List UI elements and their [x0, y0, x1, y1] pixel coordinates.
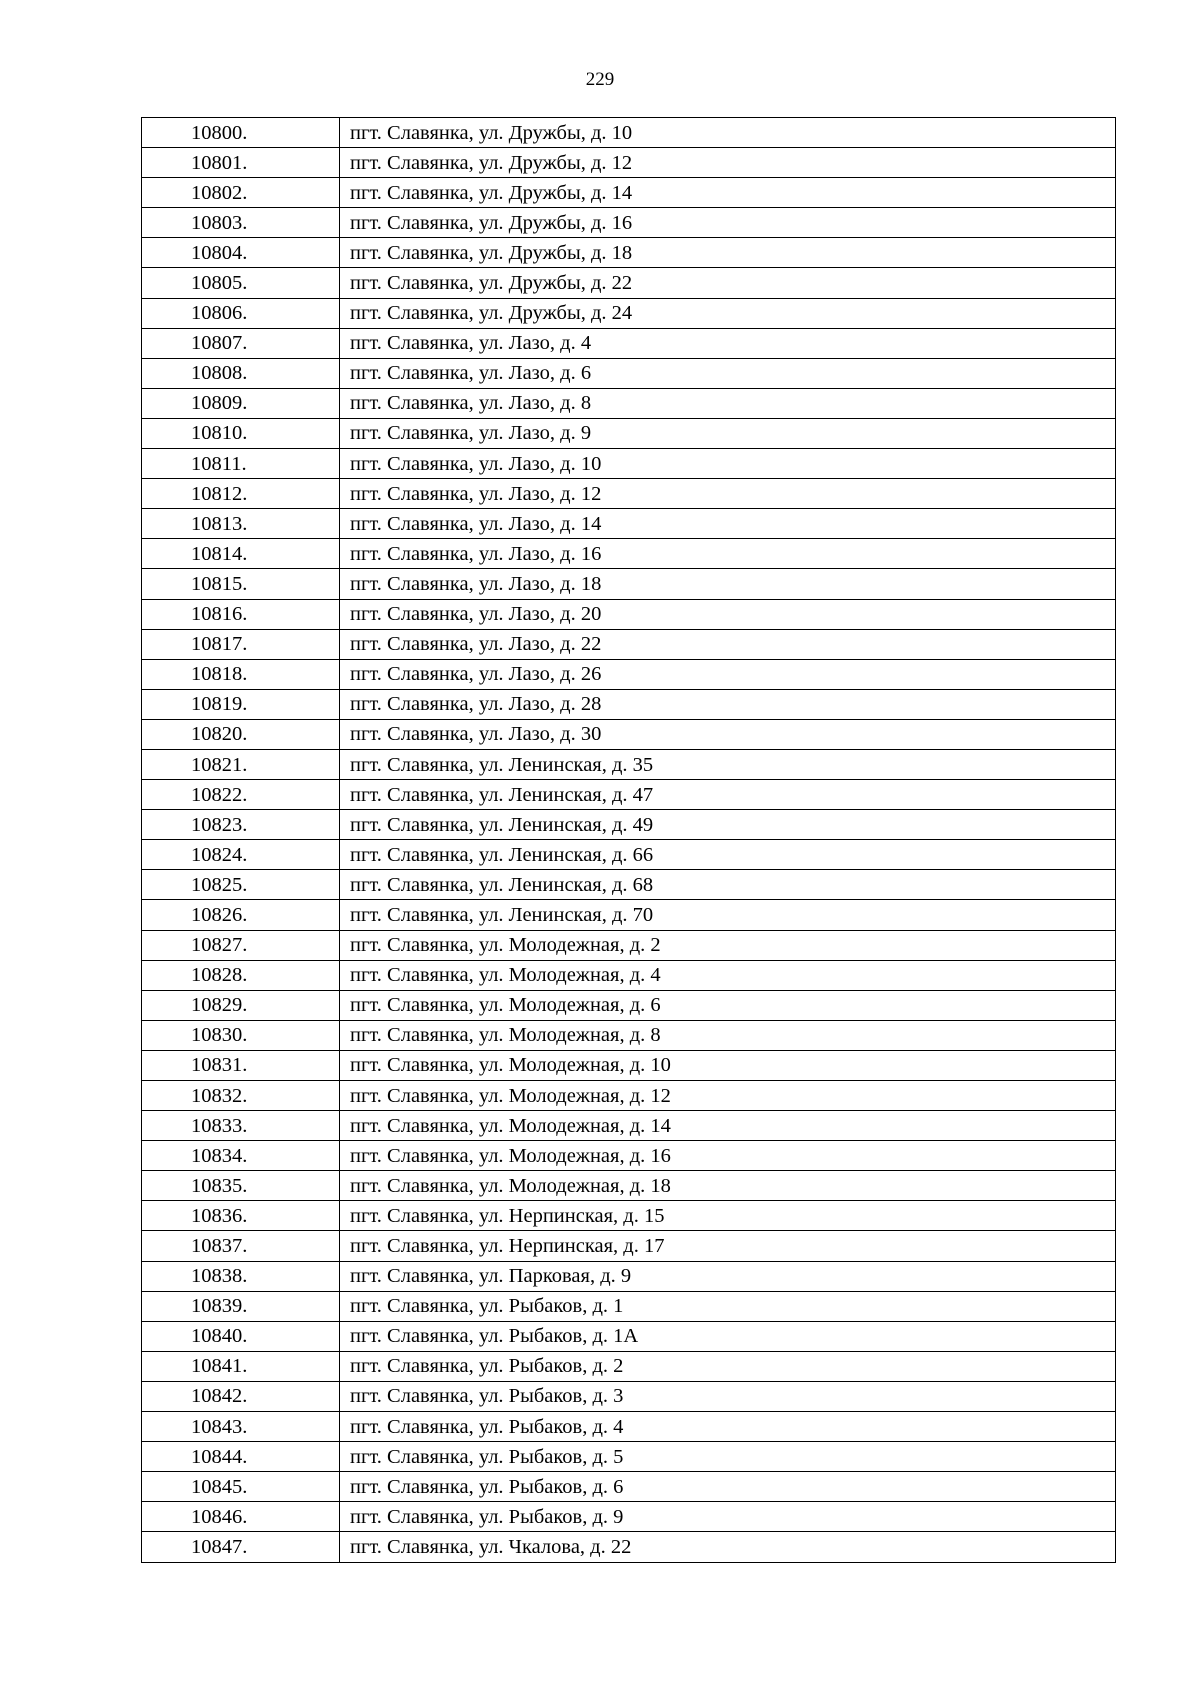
row-number-cell: 10842. [142, 1381, 340, 1411]
table-row [142, 1502, 1116, 1532]
row-number-cell: 10808. [142, 358, 340, 388]
address-cell: пгт. Славянка, ул. Лазо, д. 10 [340, 449, 1116, 479]
row-number-cell: 10846. [142, 1502, 340, 1532]
table-row [142, 298, 1116, 328]
table-row [142, 1321, 1116, 1351]
table-row [142, 1141, 1116, 1171]
address-cell: пгт. Славянка, ул. Ленинская, д. 66 [340, 840, 1116, 870]
table-row [142, 1412, 1116, 1442]
table-row [142, 659, 1116, 689]
address-table [141, 117, 1116, 1563]
table-row [142, 1472, 1116, 1502]
table-row [142, 238, 1116, 268]
row-number-cell: 10824. [142, 840, 340, 870]
row-number-cell: 10825. [142, 870, 340, 900]
row-number-cell: 10839. [142, 1291, 340, 1321]
table-row [142, 449, 1116, 479]
address-cell: пгт. Славянка, ул. Рыбаков, д. 5 [340, 1442, 1116, 1472]
address-cell: пгт. Славянка, ул. Рыбаков, д. 1А [340, 1321, 1116, 1351]
row-number-cell: 10823. [142, 810, 340, 840]
address-cell: пгт. Славянка, ул. Парковая, д. 9 [340, 1261, 1116, 1291]
address-cell: пгт. Славянка, ул. Лазо, д. 4 [340, 328, 1116, 358]
address-cell: пгт. Славянка, ул. Молодежная, д. 14 [340, 1111, 1116, 1141]
row-number-cell: 10819. [142, 689, 340, 719]
table-row [142, 810, 1116, 840]
row-number-cell: 10817. [142, 629, 340, 659]
table-row [142, 1171, 1116, 1201]
table-row [142, 1081, 1116, 1111]
row-number-cell: 10833. [142, 1111, 340, 1141]
address-cell: пгт. Славянка, ул. Дружбы, д. 22 [340, 268, 1116, 298]
address-cell: пгт. Славянка, ул. Нерпинская, д. 17 [340, 1231, 1116, 1261]
address-cell: пгт. Славянка, ул. Ленинская, д. 35 [340, 749, 1116, 779]
row-number-cell: 10816. [142, 599, 340, 629]
table-row [142, 1261, 1116, 1291]
table-row [142, 1532, 1116, 1562]
address-cell: пгт. Славянка, ул. Лазо, д. 12 [340, 479, 1116, 509]
table-row [142, 930, 1116, 960]
row-number-cell: 10805. [142, 268, 340, 298]
table-row [142, 539, 1116, 569]
table-row [142, 1201, 1116, 1231]
table-row [142, 208, 1116, 238]
table-row [142, 599, 1116, 629]
table-row [142, 358, 1116, 388]
row-number-cell: 10814. [142, 539, 340, 569]
table-row [142, 780, 1116, 810]
row-number-cell: 10815. [142, 569, 340, 599]
address-cell: пгт. Славянка, ул. Молодежная, д. 2 [340, 930, 1116, 960]
address-cell: пгт. Славянка, ул. Ленинская, д. 70 [340, 900, 1116, 930]
address-cell: пгт. Славянка, ул. Лазо, д. 6 [340, 358, 1116, 388]
page-number: 229 [585, 69, 615, 90]
table-row [142, 629, 1116, 659]
row-number-cell: 10847. [142, 1532, 340, 1562]
table-row [142, 1442, 1116, 1472]
row-number-cell: 10827. [142, 930, 340, 960]
address-cell: пгт. Славянка, ул. Дружбы, д. 14 [340, 178, 1116, 208]
table-row [142, 1111, 1116, 1141]
address-cell: пгт. Славянка, ул. Молодежная, д. 6 [340, 990, 1116, 1020]
address-cell: пгт. Славянка, ул. Нерпинская, д. 15 [340, 1201, 1116, 1231]
address-cell: пгт. Славянка, ул. Дружбы, д. 24 [340, 298, 1116, 328]
address-cell: пгт. Славянка, ул. Ленинская, д. 49 [340, 810, 1116, 840]
address-cell: пгт. Славянка, ул. Лазо, д. 14 [340, 509, 1116, 539]
row-number-cell: 10813. [142, 509, 340, 539]
row-number-cell: 10812. [142, 479, 340, 509]
address-cell: пгт. Славянка, ул. Лазо, д. 18 [340, 569, 1116, 599]
table-row [142, 689, 1116, 719]
row-number-cell: 10831. [142, 1050, 340, 1080]
row-number-cell: 10800. [142, 118, 340, 148]
row-number-cell: 10840. [142, 1321, 340, 1351]
address-cell: пгт. Славянка, ул. Лазо, д. 30 [340, 719, 1116, 749]
address-cell: пгт. Славянка, ул. Молодежная, д. 4 [340, 960, 1116, 990]
address-cell: пгт. Славянка, ул. Рыбаков, д. 1 [340, 1291, 1116, 1321]
table-row [142, 960, 1116, 990]
row-number-cell: 10830. [142, 1020, 340, 1050]
row-number-cell: 10845. [142, 1472, 340, 1502]
table-row [142, 509, 1116, 539]
row-number-cell: 10810. [142, 418, 340, 448]
row-number-cell: 10806. [142, 298, 340, 328]
row-number-cell: 10807. [142, 328, 340, 358]
table-row [142, 328, 1116, 358]
table-row [142, 840, 1116, 870]
table-row [142, 1381, 1116, 1411]
table-row [142, 870, 1116, 900]
row-number-cell: 10822. [142, 780, 340, 810]
address-cell: пгт. Славянка, ул. Лазо, д. 26 [340, 659, 1116, 689]
address-cell: пгт. Славянка, ул. Молодежная, д. 10 [340, 1050, 1116, 1080]
table-row [142, 148, 1116, 178]
row-number-cell: 10818. [142, 659, 340, 689]
address-cell: пгт. Славянка, ул. Лазо, д. 16 [340, 539, 1116, 569]
row-number-cell: 10801. [142, 148, 340, 178]
address-cell: пгт. Славянка, ул. Рыбаков, д. 3 [340, 1381, 1116, 1411]
address-cell: пгт. Славянка, ул. Дружбы, д. 10 [340, 118, 1116, 148]
table-row [142, 990, 1116, 1020]
row-number-cell: 10844. [142, 1442, 340, 1472]
address-cell: пгт. Славянка, ул. Дружбы, д. 16 [340, 208, 1116, 238]
address-cell: пгт. Славянка, ул. Рыбаков, д. 6 [340, 1472, 1116, 1502]
row-number-cell: 10834. [142, 1141, 340, 1171]
address-cell: пгт. Славянка, ул. Лазо, д. 20 [340, 599, 1116, 629]
row-number-cell: 10841. [142, 1351, 340, 1381]
row-number-cell: 10802. [142, 178, 340, 208]
row-number-cell: 10821. [142, 749, 340, 779]
address-cell: пгт. Славянка, ул. Рыбаков, д. 4 [340, 1412, 1116, 1442]
table-row [142, 418, 1116, 448]
address-cell: пгт. Славянка, ул. Чкалова, д. 22 [340, 1532, 1116, 1562]
address-cell: пгт. Славянка, ул. Рыбаков, д. 9 [340, 1502, 1116, 1532]
address-cell: пгт. Славянка, ул. Молодежная, д. 12 [340, 1081, 1116, 1111]
address-cell: пгт. Славянка, ул. Лазо, д. 28 [340, 689, 1116, 719]
address-cell: пгт. Славянка, ул. Ленинская, д. 47 [340, 780, 1116, 810]
address-cell: пгт. Славянка, ул. Рыбаков, д. 2 [340, 1351, 1116, 1381]
table-row [142, 388, 1116, 418]
table-row [142, 900, 1116, 930]
row-number-cell: 10811. [142, 449, 340, 479]
table-row [142, 1050, 1116, 1080]
row-number-cell: 10828. [142, 960, 340, 990]
row-number-cell: 10837. [142, 1231, 340, 1261]
address-cell: пгт. Славянка, ул. Дружбы, д. 18 [340, 238, 1116, 268]
row-number-cell: 10836. [142, 1201, 340, 1231]
table-row [142, 1020, 1116, 1050]
address-cell: пгт. Славянка, ул. Дружбы, д. 12 [340, 148, 1116, 178]
table-row [142, 1291, 1116, 1321]
address-cell: пгт. Славянка, ул. Молодежная, д. 8 [340, 1020, 1116, 1050]
address-cell: пгт. Славянка, ул. Ленинская, д. 68 [340, 870, 1116, 900]
row-number-cell: 10843. [142, 1412, 340, 1442]
table-row [142, 569, 1116, 599]
table-row [142, 268, 1116, 298]
row-number-cell: 10809. [142, 388, 340, 418]
row-number-cell: 10804. [142, 238, 340, 268]
table-row [142, 479, 1116, 509]
address-cell: пгт. Славянка, ул. Лазо, д. 22 [340, 629, 1116, 659]
table-row [142, 1231, 1116, 1261]
table-row [142, 719, 1116, 749]
table-row [142, 1351, 1116, 1381]
table-row [142, 118, 1116, 148]
row-number-cell: 10820. [142, 719, 340, 749]
address-cell: пгт. Славянка, ул. Молодежная, д. 16 [340, 1141, 1116, 1171]
table-body [142, 118, 1116, 1563]
row-number-cell: 10838. [142, 1261, 340, 1291]
row-number-cell: 10829. [142, 990, 340, 1020]
address-cell: пгт. Славянка, ул. Лазо, д. 9 [340, 418, 1116, 448]
table-row [142, 178, 1116, 208]
row-number-cell: 10803. [142, 208, 340, 238]
row-number-cell: 10835. [142, 1171, 340, 1201]
address-cell: пгт. Славянка, ул. Молодежная, д. 18 [340, 1171, 1116, 1201]
table-row [142, 749, 1116, 779]
row-number-cell: 10832. [142, 1081, 340, 1111]
address-cell: пгт. Славянка, ул. Лазо, д. 8 [340, 388, 1116, 418]
row-number-cell: 10826. [142, 900, 340, 930]
